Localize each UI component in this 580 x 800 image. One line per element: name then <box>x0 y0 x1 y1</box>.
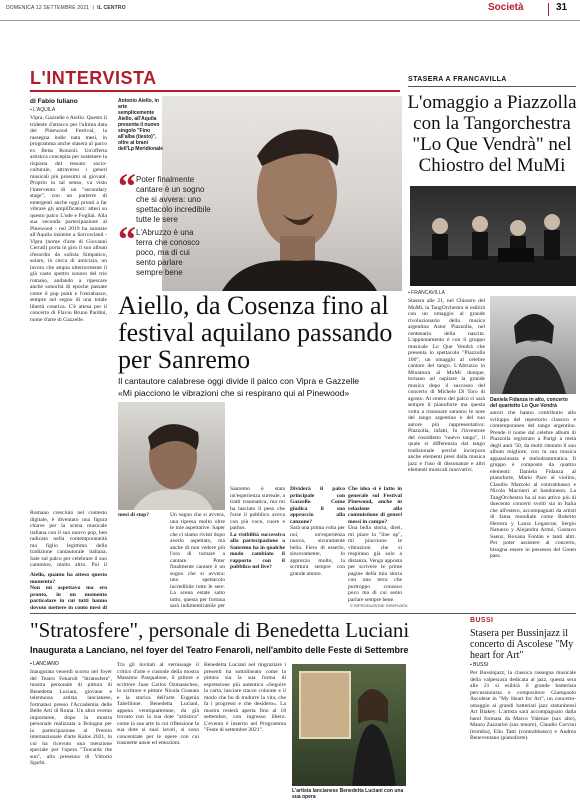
aiello-photo-2 <box>118 402 225 510</box>
header-divider <box>548 3 549 16</box>
pianist-illustration <box>490 296 576 394</box>
qa-question: Che idea si è fatto in generale sul Festival Pinewood, anche in relazione alla commistione di generi messi in campo? <box>348 486 402 525</box>
photo-caption: Antonio Aiello, in arte semplicemente Aiello, all'Aquila presenta il nuovo singolo "Fino all'alba (tiesto)", oltre ai brani dell'Lp Meridionale <box>118 98 164 152</box>
sidebar-tag: STASERA A FRANCAVILLA <box>408 76 507 83</box>
feature-column-6 <box>348 486 402 602</box>
qa-answer: Non mi aspettavo ma ero pronto, in un momento particolare in cui tutti hanno dovuto mettere in conto mesi di <box>30 585 107 610</box>
sidebar-headline: L'omaggio a Piazzolla con la Tangorchestra "Lo Que Vendrà" nel Chiostro del MuMi <box>407 92 577 176</box>
pianist-caption: Daniela Fidanza in alto, concerto del quartetto Lo Que Vendrà <box>490 397 568 409</box>
artist-caption: L'artista lancianese Benedetta Luciani con una sua opera <box>292 788 404 800</box>
sidebar-rule <box>408 86 576 87</box>
section-name: Società <box>488 2 524 13</box>
page-date: DOMENICA 12 SETTEMBRE 2021 | IL CENTRO <box>6 5 126 11</box>
byline: di Fabio Iuliano <box>30 98 78 105</box>
bottom-subhead: Inaugurata a Lanciano, nel foyer del Teatro Fenaroli, nell'ambito delle Feste di Settembre <box>30 645 409 655</box>
section-rule <box>30 613 576 614</box>
feature-column-3a <box>118 512 168 610</box>
col4-text: Sanremo è stata un'esperienza surreale, a tratti traumatica, ma mi ha lasciato il peso che forse il pubblico aveva con più voce, cuore e pathos. <box>230 486 285 531</box>
bottom-place: ▪ LANCIANO <box>30 661 59 667</box>
kicker-rule <box>30 90 400 92</box>
bussi-headline: Stasera per Bussinjazz il concerto di Ascolese "My heart for Art" <box>470 628 574 661</box>
bussi-body: Per Bussinjazz, la classica rassegna musicale della valpescara dedicata al jazz, questa sera alle 21 si esibirà il grande batterista percussionista e compositore Giampaolo Ascolese in "My Heart for Art", un concerto-omaggio ai grandi batteristi jazz statunitensi Art Blakey. L'artista sarà accompagnato dalla band formata da Marco Valenze (sax alto), Mauro Zazzarini (sax tenore), Claudio Corvini (tromba), Elio Tatti (contrabbasso) e Andrea Beneventano (pianoforte). <box>470 670 576 741</box>
qa-answer: Una bella storia, direi, mi piace la "line up", mi piacciono le vibrazioni che si respirano già solo a distanza. Venga apposta per scrivere le prime pagine della mia storia con una terra che purtroppo conosco poco ma di cui sento parlare sempre bene. <box>348 525 402 602</box>
page-number: 31 <box>556 2 568 13</box>
orchestra-illustration <box>410 186 576 286</box>
feature-column-3: Un sogno che si avvera, una ripresa molto oltre le mie aspettative. Saper che ci siamo rivisti dopo averlo aspettato, ma anche di non vedere più l'ora di tornare a cantare. Poter finalmente cantare è un sogno che si avvera: uno spettacolo incredibile tutte le sere. La scena estate salto tutto, questa per fortuna sarà indimenticabile per <box>170 512 225 609</box>
qa-answer: Sarà una prima volta per noi, un'esperienza nuova, sicuramente bella. Fiero di esserlo, sinceramente, lo apprezzo molto, la scrittura sempre con grande amore. <box>290 525 345 577</box>
pull-quote-2: L'Abruzzo è una terra che conosco poco, ma di cui sento parlare sempre bene <box>136 228 200 277</box>
copyright-note: © RIPRODUZIONE RISERVATA <box>350 603 408 608</box>
feature-column-4 <box>230 486 285 610</box>
bussi-place: ▪ BUSSI <box>470 662 489 668</box>
qa-block-1 <box>30 572 107 610</box>
feature-kicker: L'INTERVISTA <box>30 68 157 88</box>
feature-place: ▪ L'AQUILA <box>30 107 56 113</box>
feature-column-1b: Romano cresciuto nel contesto digitale, è diventato una figura chiave per la scena musicale italiana con il suo nuovo pop, ben radicato nella contemporaneità ma figlio legittimo della tradizione cantautorale italiana. Sale sul palco per celebrare il suo cammino, molto altro. Poi il <box>30 510 107 568</box>
pianist-photo <box>490 296 576 394</box>
qa-question: La visibilità successiva alla partecipazione a Sanremo ha in qualche modo cambiato il rapporto con il pubblico nel live? <box>230 531 285 570</box>
bussi-tag: BUSSI <box>470 617 494 624</box>
bottom-headline: "Stratosfere", personale di Benedetta Luciani <box>30 618 410 642</box>
orchestra-photo <box>410 186 576 286</box>
paper-name: IL CENTRO <box>97 5 126 11</box>
feature-subhead: Il cantautore calabrese oggi divide il palco con Vipra e Gazzelle <box>118 376 360 386</box>
feature-headline: Aiello, da Cosenza fino al festival aquilano passando per Sanremo <box>118 291 393 374</box>
artist-illustration <box>292 664 406 786</box>
qa-question: Aiello, quanto ha atteso questo momento? <box>30 572 107 585</box>
bottom-column-1: Inaugurata venerdì scorso nel foyer del Teatro Fenaroli "Stratosfere", mostra personale di pittura di Benedetta Luciani, giovane e talentuosa artista lancianese, formatasi presso l'Accademia delle Belle Arti di Roma. Un altro evento importante, dopo la mostra personale realizzata a Bologna per la partecipazione al Premio internazionale d'arte Kalos 2021, in cui ha ricevuto una menzione speciale per l'opera "Towards the sun", alla presenza di Vittorio Sgarbi. <box>30 669 112 766</box>
sidebar-column-1: Stasera alle 21, nel Chiostro del MuMi, la TangOrchestra si esibirà con un omaggio al grande rivoluzionario della musica argentina Astor Piazzolla, nel centenario della nascita. L'appuntamento è con il gruppo musicale Lo Que Vendrà che presenta lo spettacolo "Piazzolla 100", un omaggio al celebre cantore del tango. L'Abruzzo in Miniatura al MuMi dunque, tornano ad ospitare la grande musica dopo il successo del concerto di Michele Di Toro di agosto. Al centro del palco ci sarà sempre il pianoforte ma questa volta a risuonare saranno le note del tango argentino e del suo autore più rappresentativo: Piazzolla, infatti, fu l'inventore del cosiddetto "nuevo tango", il quale si differenzia dal tango tradizionale perché incorpora anche elementi presi dalla musica jazz e l'uso di dissonanze e altri elementi musicali innovativi. <box>408 298 485 473</box>
quote-mark-icon: “ <box>118 166 136 206</box>
feature-column-5 <box>290 486 345 610</box>
quote-mark-icon: “ <box>118 219 136 259</box>
qa-question: Dividerà il palco principale con Gazzelle. Come giudica il suo approccio alla canzone? <box>290 486 345 525</box>
portrait-illustration-2 <box>118 402 225 510</box>
artist-photo <box>292 664 406 786</box>
pull-quote-1: Poter finalmente cantare è un sogno che si avvera: uno spettacolo incredibile tutte le sere <box>136 175 211 224</box>
bottom-column-3: Benedetta Luciani nel ringraziare i presenti ha sottolineato come la pittura sia la sua forma di espressione più autentica «Seguire la carta, lasciare tracce colorate e il modo che ho di tradurre la vita, che fa i progressi e che desidero». La mostra resterà aperta fino al 18 settembre, con ingresso libero. L'evento è inserito nel Programma "Feste di settembre 2021". <box>204 662 286 733</box>
page-header <box>0 0 580 21</box>
sidebar-place: ▪ FRANCAVILLA <box>408 290 445 296</box>
feature-subquote: «Mi piacciono le vibrazioni che si respirano qui al Pinewood» <box>118 388 350 398</box>
qa-tail: mesi di stop? <box>118 512 150 518</box>
sidebar-column-2: autori che hanno contribuito allo sviluppo del repertorio classico e contemporaneo del tango argentino. Prende il nome dal celebre album di Piazzolla registrato a Parigi a metà degli anni '50, da molti ritenuto il suo album migliore, con la sua musica appassionata e melodrammatica. Il gruppo è composto da quattro elementi: Daniela Fidanza al pianoforte, Mario Pace al violino, Claudio Marzolo al contrabbasso e Nicola Macrueri al bandoneon. La TangOrchestra ha al suo attivo più di duecento concerti svolti sia in Italia che all'estero, accompagnati da artisti di fama mondiale come Roberto Herrera y Laura Legazcue, Sergio Natuezo y Alejandra Armó, Gustavo Saenz, Roxana Fontán e tanti altri. Per poter assistere al concerto, bisogna essere in possesso del Green pass. <box>490 410 576 559</box>
bottom-column-2: Tra gli invitati al vernissage il critico d'arte e custode della mostra Massimo Pasqualone, il pittore e scrittore Juan Carlos Ozmasecheo, lo scrittore e pittore Nicola Granata e la storica dell'arte Eugenia Tabellione. Benedetta Luciani, appena ventiquattrenne, da già trovato con la sua dote "artistica" come la sua arte la cui riflessione la sua dote si suoi lavori, si sono concentrate per le opere con cui trasmette ansie ed emozioni. <box>117 662 199 746</box>
feature-column-1: Vipra, Gazzelle e Aiello. Questo il tridente d'attacco per l'ultima data del Pinewood Festival, la rassegna indie nata mesi, in programma anche stasera al parco ex Beiss Ronzoli. Un'offerta artistica concepita per sostenere la risposta del tessuto socio-culturale, attraverso i generi musicali più prossimi ai giovani. Proprio in tal senso, va visto l'intervento di un "secondary stage", con un parterre di emergenti anche oggi pronti a far vibrare gli amplificatori: attesi su questo palco L'ode e Fogliai. Alla sua seconda partecipazione al Pinewood - nel 2019 ha suonato all'Aquila insieme a Sorrowland - Vipra (nome d'arte di Giovanni Cerrati) porta in giro il suo album d'esordio da solista Simpatico, solare, in cerca di amicizia, un lavoro che ampia ulteriormente il già vasto spettro sonoro del trio romano, andando a ripescare anche sonorità di epoche passate come il pop punk e l'ostrahasce, sempre nel segno di una totale libertà creativa. C'è attesa per il concerto di Flavio Bruno Pardini, nome d'arte di Gazzelle. <box>30 115 107 323</box>
